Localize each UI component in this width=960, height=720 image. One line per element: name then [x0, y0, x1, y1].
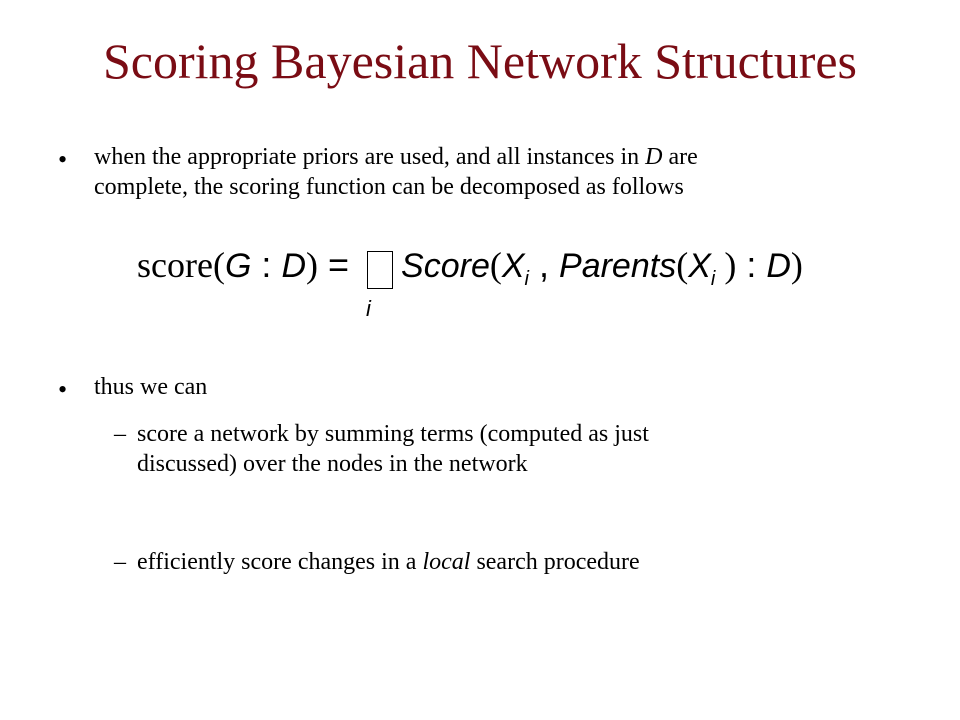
formula-score-fn: score: [137, 245, 213, 285]
subitem-line-2: discussed) over the nodes in the network: [137, 451, 528, 477]
formula-paren-open: (: [212, 245, 225, 285]
sum-symbol-placeholder-icon: [367, 251, 393, 289]
formula-parents-fn: Parents: [559, 247, 677, 285]
subitem-2-end: search procedure: [470, 549, 640, 575]
subitem-line-1: score a network by summing terms (computed as just: [137, 421, 649, 447]
formula-equals: =: [318, 244, 360, 285]
formula-paren-open-2: (: [489, 245, 502, 285]
formula-colon: :: [251, 244, 282, 285]
formula-var-d-2: D: [766, 247, 791, 285]
formula-term-fn: Score: [401, 247, 490, 285]
slide-title: Scoring Bayesian Network Structures: [102, 33, 857, 89]
bullet-line-1-start: when the appropriate priors are used, and all instances in: [94, 144, 646, 170]
bullet-line-1-end: are: [662, 144, 698, 170]
formula-comma: ,: [529, 244, 560, 285]
bullet-dot: •: [58, 145, 68, 174]
score-formula: [137, 244, 803, 334]
bullet-text-decomposition: [94, 142, 698, 202]
subitem-text-summing: [137, 419, 649, 479]
formula-subscript-i-2: i: [710, 268, 716, 290]
formula-paren-close-3: ): [715, 245, 737, 285]
bullet-text-thus: thus we can: [94, 374, 208, 400]
subitem-text-local-search: [137, 547, 640, 577]
formula-paren-close-2: ): [790, 245, 803, 285]
subitem-2-italic-local: local: [422, 549, 471, 575]
formula-paren-open-3: (: [676, 245, 689, 285]
formula-paren-close: ): [306, 245, 318, 285]
formula-var-x: X: [501, 247, 525, 285]
subitem-2-start: efficiently score changes in a: [137, 549, 423, 575]
formula-subscript-i: i: [524, 268, 529, 290]
formula-colon-2: :: [736, 244, 767, 285]
subitem-dash-2: –: [114, 549, 126, 575]
bullet-line-1-italic-d: D: [645, 144, 663, 170]
formula-var-g: G: [224, 247, 252, 285]
formula-var-d: D: [281, 247, 306, 285]
bullet-dot-2: •: [58, 375, 68, 404]
sum-index-i: i: [366, 296, 371, 321]
bullet-line-2: complete, the scoring function can be decomposed as follows: [94, 174, 684, 200]
formula-var-x-2: X: [688, 247, 711, 285]
subitem-dash: –: [114, 421, 126, 447]
